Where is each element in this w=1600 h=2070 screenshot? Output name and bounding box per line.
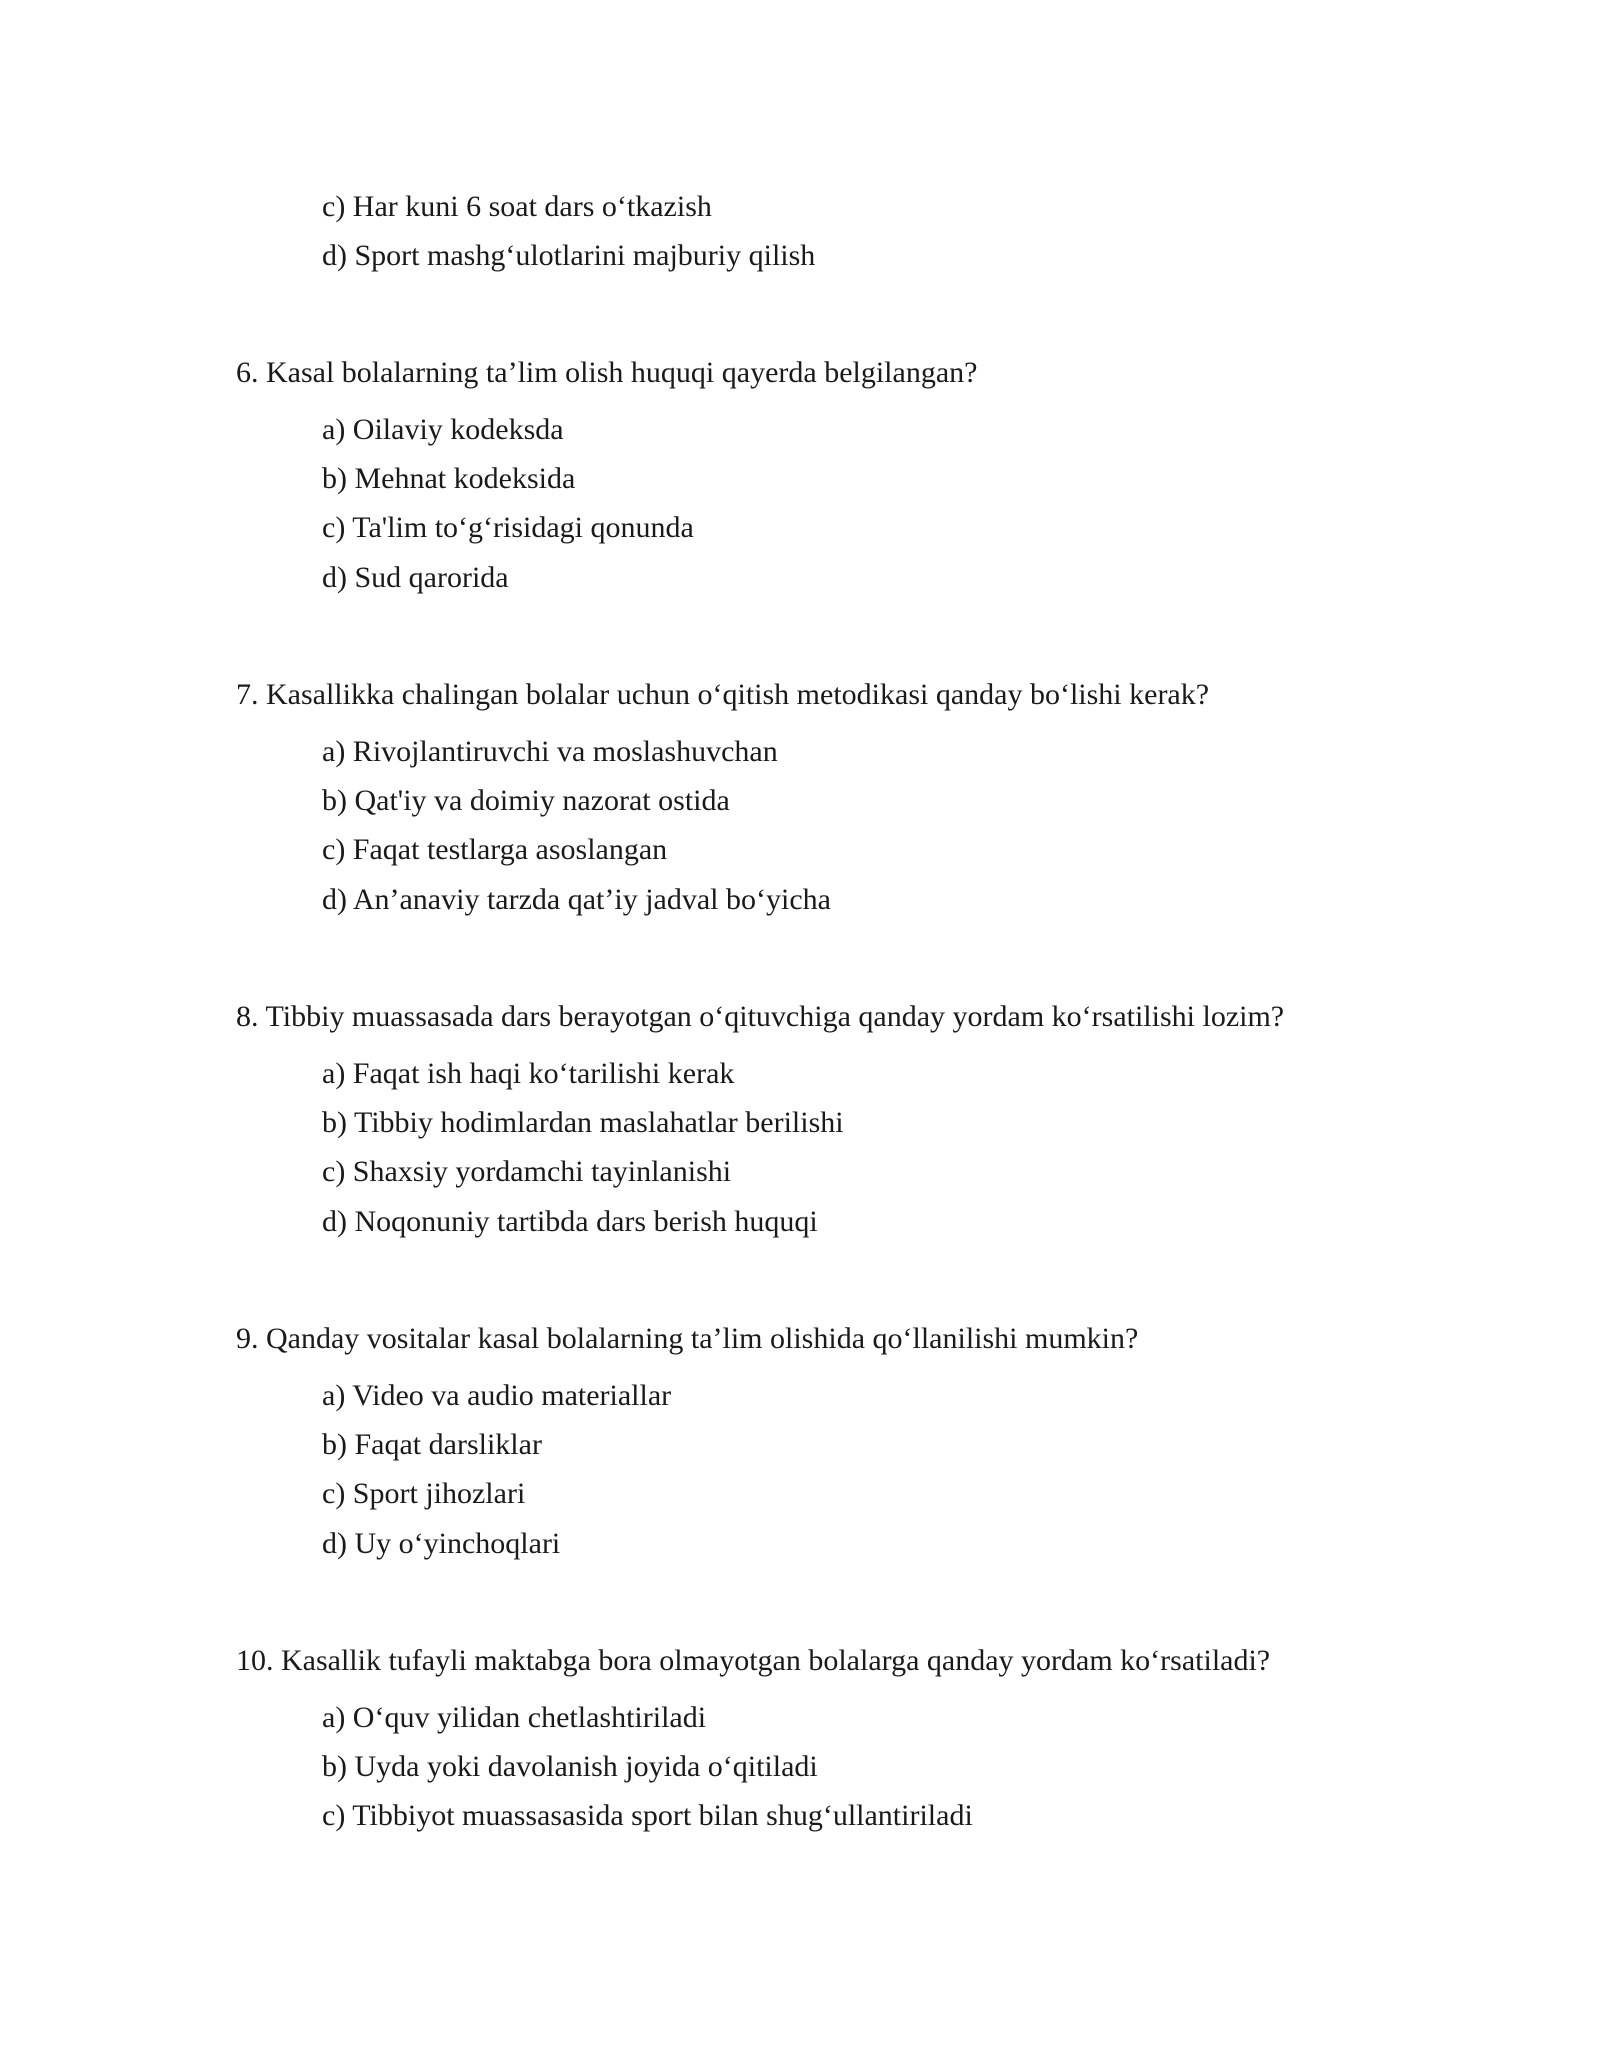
- option-7c: c) Faqat testlarga asoslangan: [322, 833, 668, 866]
- question-9: 9. Qanday vositalar kasal bolalarning ta’lim olishida qo‘llanilishi mumkin?: [236, 1322, 1139, 1355]
- option-9a: a) Video va audio materiallar: [322, 1379, 672, 1412]
- option-8a: a) Faqat ish haqi ko‘tarilishi kerak: [322, 1057, 735, 1090]
- option-5c: c) Har kuni 6 soat dars o‘tkazish: [322, 190, 712, 223]
- option-10c: c) Tibbiyot muassasasida sport bilan shug‘ullantiriladi: [322, 1799, 973, 1832]
- option-7d: d) An’anaviy tarzda qat’iy jadval bo‘yicha: [322, 883, 831, 916]
- option-9b: b) Faqat darsliklar: [322, 1428, 542, 1461]
- option-9c: c) Sport jihozlari: [322, 1477, 526, 1510]
- option-8c: c) Shaxsiy yordamchi tayinlanishi: [322, 1155, 732, 1188]
- option-7a: a) Rivojlantiruvchi va moslashuvchan: [322, 735, 778, 768]
- question-10: 10. Kasallik tufayli maktabga bora olmayotgan bolalarga qanday yordam ko‘rsatiladi?: [236, 1644, 1271, 1677]
- question-7: 7. Kasallikka chalingan bolalar uchun o‘qitish metodikasi qanday bo‘lishi kerak?: [236, 678, 1210, 711]
- option-6d: d) Sud qarorida: [322, 561, 509, 594]
- option-10b: b) Uyda yoki davolanish joyida o‘qitiladi: [322, 1750, 818, 1783]
- option-6c: c) Ta'lim to‘g‘risidagi qonunda: [322, 511, 694, 544]
- option-8d: d) Noqonuniy tartibda dars berish huquqi: [322, 1205, 818, 1238]
- question-8: 8. Tibbiy muassasada dars berayotgan o‘qituvchiga qanday yordam ko‘rsatilishi lozim?: [236, 1000, 1285, 1033]
- option-8b: b) Tibbiy hodimlardan maslahatlar berilishi: [322, 1106, 844, 1139]
- option-9d: d) Uy o‘yinchoqlari: [322, 1527, 561, 1560]
- option-10a: a) O‘quv yilidan chetlashtiriladi: [322, 1701, 707, 1734]
- option-6b: b) Mehnat kodeksida: [322, 462, 576, 495]
- question-6: 6. Kasal bolalarning ta’lim olish huquqi qayerda belgilangan?: [236, 356, 978, 389]
- option-6a: a) Oilaviy kodeksda: [322, 413, 564, 446]
- option-7b: b) Qat'iy va doimiy nazorat ostida: [322, 784, 730, 817]
- option-5d: d) Sport mashg‘ulotlarini majburiy qilish: [322, 239, 816, 272]
